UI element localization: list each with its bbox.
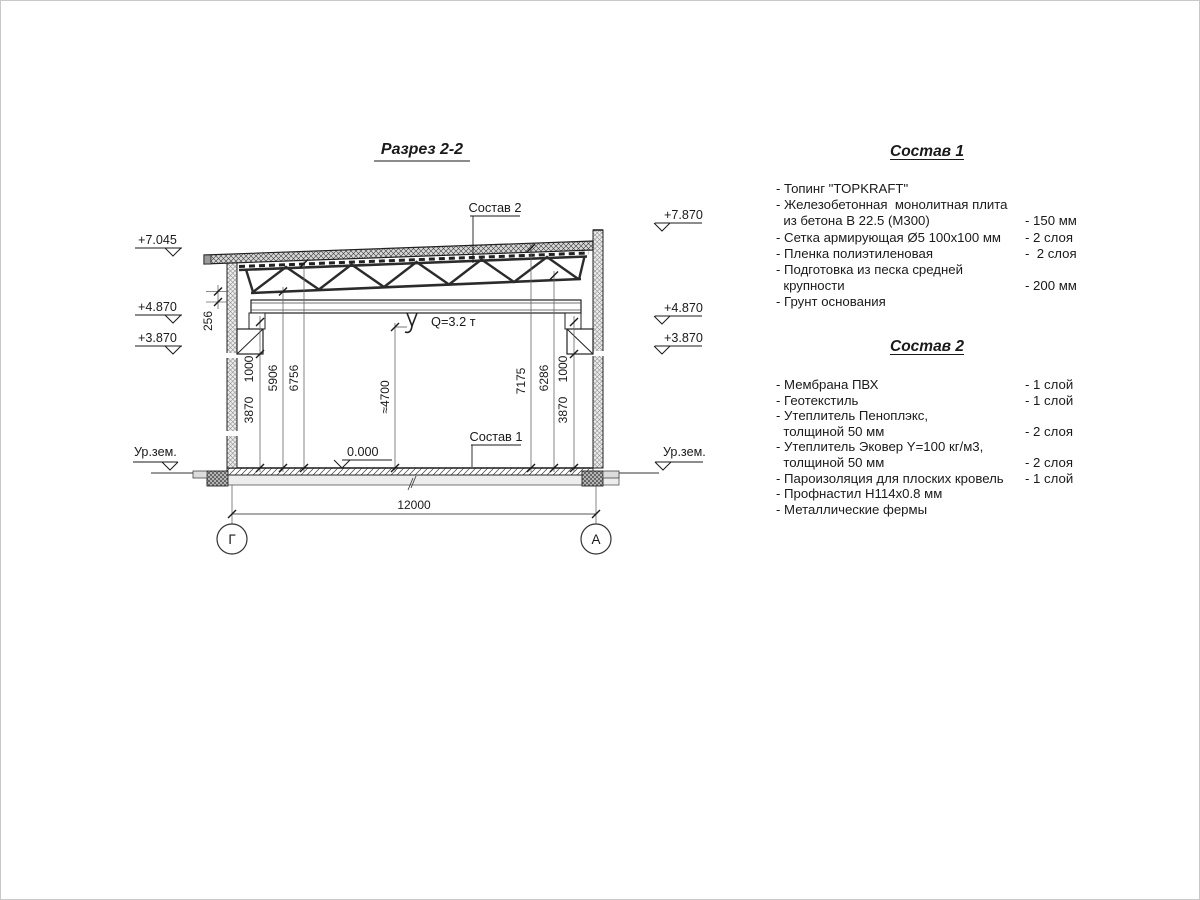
ground-label-right: Ур.зем. bbox=[663, 445, 706, 459]
spec2-list bbox=[776, 377, 1104, 517]
list-item: - Пленка полиэтиленовая - 2 слоя bbox=[776, 245, 1077, 261]
axis-label-right: А bbox=[591, 532, 601, 547]
spec1-title: Состав 1 bbox=[890, 143, 964, 160]
elev-right-low: +3.870 bbox=[664, 331, 703, 345]
roof-truss bbox=[239, 257, 587, 294]
spec1-list bbox=[776, 181, 1104, 311]
list-item: - Топинг "TOPKRAFT" bbox=[776, 181, 909, 196]
elev-left-mid: +4.870 bbox=[138, 300, 177, 314]
section-title: Разрез 2-2 bbox=[380, 141, 464, 158]
list-item: - Подготовка из песка средней bbox=[776, 262, 963, 278]
span-dimension bbox=[217, 485, 611, 554]
axis-label-left: Г bbox=[228, 532, 236, 547]
beam-seat-right bbox=[565, 313, 581, 329]
crane-beam-assembly bbox=[237, 300, 593, 354]
dim-right-3870: 3870 bbox=[556, 396, 570, 424]
wall-right bbox=[593, 230, 603, 468]
crane-hook-icon bbox=[407, 313, 417, 326]
dim-left-3870: 3870 bbox=[242, 396, 256, 424]
list-item: - Металлические фермы bbox=[776, 501, 928, 517]
beam-seat-left bbox=[249, 313, 265, 329]
drawing-title bbox=[374, 141, 470, 161]
spec2-title: Состав 2 bbox=[890, 338, 964, 355]
elev-left-top: +7.045 bbox=[138, 233, 177, 247]
list-item: - Геотекстиль - 1 слой bbox=[776, 392, 1074, 408]
spec-panel bbox=[771, 1, 1107, 900]
eave-fascia bbox=[204, 255, 211, 264]
truss-bottom-chord bbox=[251, 279, 581, 293]
list-item: - Утеплитель Пеноплэкс, bbox=[776, 408, 929, 424]
list-item: - Пароизоляция для плоских кровель - 1 слой bbox=[776, 470, 1074, 486]
crane-load-label: Q=3.2 т bbox=[431, 314, 476, 329]
list-item: толщиной 50 мм - 2 слоя bbox=[776, 454, 1073, 470]
list-item: - Утеплитель Эковер Y=100 кг/м3, bbox=[776, 439, 984, 455]
elev-right-top: +7.870 bbox=[664, 208, 703, 222]
ground-label-left: Ур.зем. bbox=[134, 445, 177, 459]
foundation-right bbox=[582, 471, 603, 486]
dim-gap-256: 256 bbox=[201, 310, 215, 332]
dim-left-1000: 1000 bbox=[242, 355, 256, 383]
dim-right-6286: 6286 bbox=[537, 364, 551, 392]
dim-center-4700: ≈4700 bbox=[378, 380, 392, 414]
callout-roof-label: Состав 2 bbox=[468, 200, 522, 215]
list-item: толщиной 50 мм - 2 слоя bbox=[776, 423, 1073, 439]
floor-slab bbox=[151, 468, 659, 490]
elev-right-mid: +4.870 bbox=[664, 301, 703, 315]
callout-floor-label: Состав 1 bbox=[469, 429, 523, 444]
section-drawing bbox=[1, 1, 761, 601]
dim-right-1000: 1000 bbox=[556, 355, 570, 383]
list-item: - Сетка армирующая Ø5 100x100 мм - 2 слоя bbox=[776, 229, 1073, 245]
plinth-right bbox=[603, 471, 619, 478]
callouts bbox=[468, 200, 522, 467]
list-item: - Мембрана ПВХ - 1 слой bbox=[776, 377, 1074, 392]
list-item: из бетона В 22.5 (М300) - 150 мм bbox=[776, 213, 1077, 229]
dim-left-5906: 5906 bbox=[266, 364, 280, 392]
dim-right-7175: 7175 bbox=[514, 367, 528, 395]
plinth-left bbox=[193, 471, 207, 478]
elevation-labels bbox=[134, 208, 706, 459]
dim-left-6756: 6756 bbox=[287, 364, 301, 392]
level-zero-label: 0.000 bbox=[347, 445, 379, 459]
list-item: крупности - 200 мм bbox=[776, 278, 1077, 294]
elev-left-low: +3.870 bbox=[138, 331, 177, 345]
list-item: - Грунт основания bbox=[776, 294, 886, 310]
dim-span-12000: 12000 bbox=[397, 498, 431, 512]
crane-beam bbox=[251, 300, 581, 313]
wall-left bbox=[227, 263, 237, 468]
foundation-left bbox=[207, 471, 228, 486]
list-item: - Железобетонная монолитная плита bbox=[776, 197, 1008, 213]
list-item: - Профнастил Н114x0.8 мм bbox=[776, 486, 943, 502]
